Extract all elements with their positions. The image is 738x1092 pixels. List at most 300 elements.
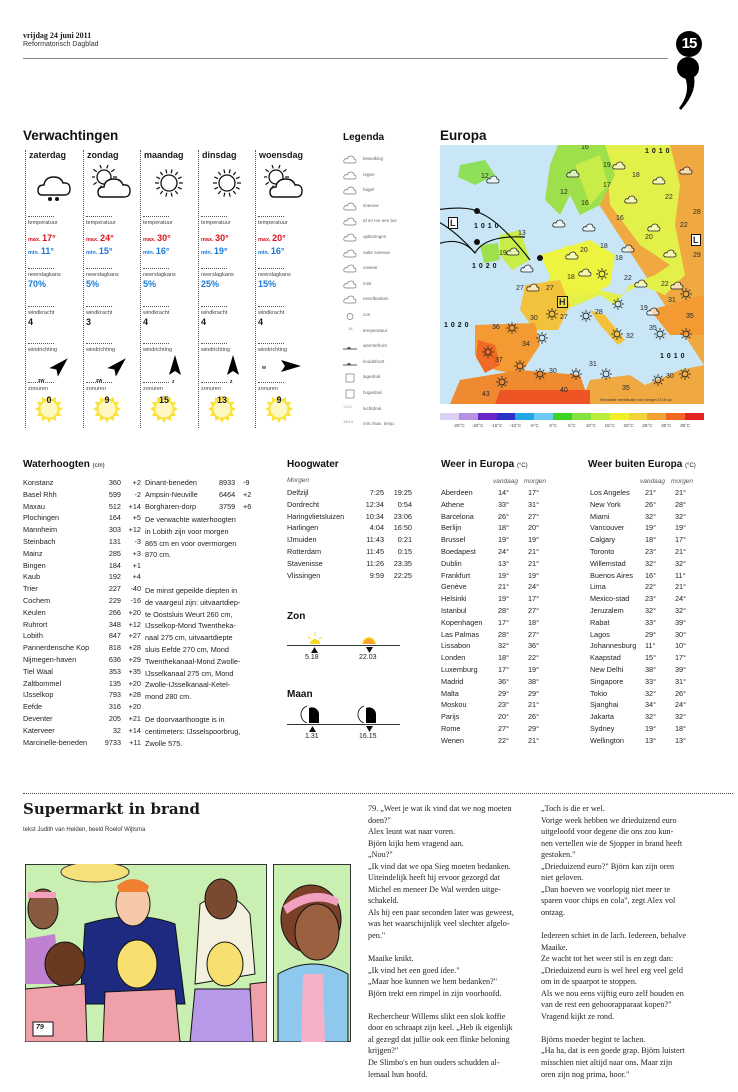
- city-name: Miami: [590, 511, 610, 521]
- temp-tomorrow: 29°: [528, 688, 540, 698]
- cloud-icon: [582, 219, 596, 237]
- tide-time-2: 0:54: [397, 499, 412, 509]
- level-change: +20: [128, 702, 141, 712]
- table-row: [441, 700, 551, 712]
- table-row: [441, 689, 551, 701]
- temp-tomorrow: 29°: [528, 723, 540, 733]
- table-row: [441, 677, 551, 689]
- temp-today: 28°: [498, 605, 510, 615]
- sun-icon: [149, 165, 189, 206]
- tide-time-2: 22:25: [393, 570, 412, 580]
- station-name: Marcinelle-beneden: [23, 737, 88, 747]
- table-row: [441, 653, 551, 665]
- wind_force-label: windkracht: [258, 310, 285, 316]
- min-temp: [86, 246, 112, 256]
- table-row: [23, 738, 141, 750]
- table-row: [441, 500, 551, 512]
- temp-label: temperatuur: [143, 220, 173, 226]
- tide-table: [287, 488, 412, 582]
- scale-label: -10°C: [509, 423, 522, 428]
- high-pressure-marker: H: [559, 297, 566, 307]
- table-row: [590, 500, 700, 512]
- level-change: +3: [132, 548, 141, 558]
- temp-today: 32°: [498, 641, 510, 651]
- station-name: Tiel Waal: [23, 666, 53, 676]
- table-row: [287, 500, 412, 512]
- legend-label: min./max. temp.: [363, 421, 396, 427]
- wind-direction-arrow-icon: [155, 353, 189, 379]
- europe-weather-unit: (°C): [516, 463, 528, 469]
- wind_force-label: windkracht: [28, 310, 55, 316]
- dotted-rule: [28, 343, 54, 344]
- sunset-time: 22.03: [359, 654, 377, 661]
- water-levels-unit: (cm): [92, 463, 105, 469]
- cloud-icon: [520, 260, 534, 278]
- table-row: [590, 724, 700, 736]
- temp-tomorrow: 17°: [675, 653, 687, 663]
- table-row: [590, 535, 700, 547]
- scale-segment: [666, 413, 685, 420]
- table-row: [441, 523, 551, 535]
- water-level: 316: [108, 702, 121, 712]
- temp-tomorrow: 24°: [675, 594, 687, 604]
- europe-weather-table: [441, 488, 551, 748]
- temp-tomorrow: 19°: [528, 664, 540, 674]
- station-name: Trier: [23, 584, 38, 594]
- map-temperature: 34: [522, 341, 530, 348]
- table-row: [590, 712, 700, 724]
- map-temperature: 18: [567, 274, 575, 281]
- station-name: Ruhrort: [23, 619, 48, 629]
- table-row: [441, 547, 551, 559]
- map-pressure-isobar-label: 1010: [660, 353, 688, 360]
- temp-today: 33°: [498, 499, 510, 509]
- city-name: Jeruzalem: [590, 605, 624, 615]
- scale-segment: [478, 413, 497, 420]
- max-label: max.: [86, 237, 99, 243]
- world-weather-unit: (°C): [685, 463, 696, 469]
- legend-label: natte sneeuw: [363, 249, 390, 255]
- col-today: vandaag: [640, 478, 665, 485]
- table-row: [590, 512, 700, 524]
- level-change: +29: [128, 654, 141, 664]
- map-temperature: 35: [622, 385, 630, 392]
- story-title: Supermarkt in brand: [23, 800, 201, 818]
- legend-label: onweer: [363, 265, 378, 271]
- table-row: [23, 596, 141, 608]
- map-temperature: 12: [560, 189, 568, 196]
- sun-icon: [652, 373, 664, 391]
- temp-today: 11°: [645, 641, 656, 651]
- table-row: [441, 594, 551, 606]
- forecast-day-column: [140, 150, 196, 428]
- table-row: [590, 689, 700, 701]
- min-label: min.: [143, 250, 155, 256]
- tide-time-1: 7:25: [369, 488, 384, 497]
- rain-label: neerslagkans: [143, 272, 176, 278]
- station-name: Mannheim: [23, 525, 58, 535]
- story-column-1: [368, 803, 514, 1092]
- temp-tomorrow: 10°: [675, 641, 687, 651]
- forecast-day-column: [25, 150, 81, 428]
- temp-tomorrow: 32°: [675, 558, 687, 568]
- scale-segment: [534, 413, 553, 420]
- cloud-icon: [679, 162, 693, 180]
- level-change: +12: [128, 619, 141, 629]
- map-temperature: 22: [680, 222, 688, 229]
- forecast-title: Verwachtingen: [23, 128, 119, 143]
- city-name: Johannesburg: [590, 641, 637, 651]
- sun-hours-value: 13: [216, 395, 227, 405]
- station-name: Ampsin-Neuville: [145, 489, 198, 499]
- rain-cloud-icon: [34, 165, 74, 206]
- city-name: Buenos Aires: [590, 570, 633, 580]
- temp-today: 32°: [645, 511, 657, 521]
- legend-label: hagel: [363, 187, 375, 193]
- wind_dir-label: windrichting: [28, 347, 58, 353]
- map-pressure-isobar-label: 1020: [444, 322, 472, 329]
- temp-label: temperatuur: [258, 220, 288, 226]
- table-row: [23, 620, 141, 632]
- table-row: [287, 571, 412, 583]
- water-note-depths: De minst gepeilde diepten in de vaargeul zijn: uitvaartdiep- te Oostsluis Weurt 260 cm, IJsselkop-Mond Twentheka- naal 275 cm, uitvaartdiepte sluis Eefde 270 cm, Mond Twenthekanaal-Mond Zwolle- IJsselkanaal 275 cm, Mond Zwolle-IJsselkanaal-Ketel- mond 280 cm.: [145, 586, 241, 702]
- table-row: [145, 478, 265, 490]
- min-value: 16°: [155, 246, 170, 256]
- max-label: max.: [258, 237, 271, 243]
- cloud-icon: [565, 247, 579, 265]
- day-name: dinsdag: [202, 150, 237, 160]
- dotted-rule: [258, 382, 284, 383]
- city-name: Mexico-stad: [590, 594, 630, 604]
- table-row: [590, 641, 700, 653]
- temp-label: temperatuur: [201, 220, 231, 226]
- legend-label: hogedruk: [363, 390, 382, 395]
- map-temperature: 19: [499, 250, 507, 257]
- dotted-rule: [201, 306, 227, 307]
- horizon-line: [287, 645, 400, 646]
- dotted-rule: [258, 343, 284, 344]
- city-name: Berlijn: [441, 523, 462, 533]
- city-name: Rabat: [590, 617, 610, 627]
- map-temperature: 43: [482, 391, 490, 398]
- legend-item: [343, 387, 433, 401]
- sunrise-arrow-icon: [311, 647, 318, 653]
- station-name: Steinbach: [23, 536, 56, 546]
- scale-segment: [515, 413, 534, 420]
- temp-tomorrow: 19°: [675, 523, 687, 533]
- legend-symbol-icon: 18: [348, 325, 353, 331]
- temp-tomorrow: 18°: [675, 723, 687, 733]
- level-change: -3: [134, 536, 141, 546]
- city-name: Madrid: [441, 676, 464, 686]
- temp-tomorrow: 21°: [528, 546, 540, 556]
- scale-segment: [629, 413, 648, 420]
- sunrise-icon: [308, 632, 322, 644]
- dotted-rule: [143, 216, 169, 217]
- scale-label: 0°C: [549, 423, 557, 428]
- moon-title: Maan: [287, 689, 313, 700]
- water-level: 6464: [219, 489, 236, 499]
- temp-today: 26°: [498, 511, 510, 521]
- sunset-icon: [362, 634, 376, 644]
- city-name: Frankfurt: [441, 570, 471, 580]
- tide-location: Haringvlietsluizen: [287, 511, 345, 521]
- scale-segment: [553, 413, 572, 420]
- legend-label: warmtefront: [363, 343, 387, 349]
- legend-label: regen: [363, 171, 375, 177]
- city-name: Helsinki: [441, 594, 467, 604]
- level-change: +21: [128, 713, 141, 723]
- scale-segment: [685, 413, 704, 420]
- wind_dir-label: windrichting: [201, 347, 231, 353]
- legend-item: [343, 340, 433, 354]
- temp-tomorrow: 24°: [675, 700, 687, 710]
- city-name: Athene: [441, 499, 465, 509]
- max-temp: [143, 233, 171, 243]
- map-temperature: 27: [560, 314, 568, 321]
- map-pressure-isobar-label: 1010: [645, 148, 673, 155]
- map-temperature: 16: [616, 215, 624, 222]
- max-temp: [28, 233, 56, 243]
- table-row: [23, 572, 141, 584]
- level-change: +35: [128, 666, 141, 676]
- temp-today: 21°: [645, 488, 657, 497]
- temp-today: 22°: [498, 735, 510, 745]
- temp-tomorrow: 27°: [528, 605, 540, 615]
- station-name: Eefde: [23, 702, 43, 712]
- scale-label: 10°C: [585, 423, 596, 428]
- legend-item: [343, 262, 433, 276]
- temp-today: 29°: [645, 629, 657, 639]
- temp-today: 18°: [498, 523, 510, 533]
- table-row: [23, 478, 141, 490]
- scale-segment: [459, 413, 478, 420]
- story-column-2: [541, 803, 686, 1092]
- tide-time-2: 23:06: [393, 511, 412, 521]
- map-pressure-isobar-label: 1020: [472, 263, 500, 270]
- temp-tomorrow: 26°: [675, 688, 687, 698]
- dotted-rule: [143, 343, 169, 344]
- moonset-icon: [357, 705, 379, 723]
- sun-hours-value: 15: [158, 395, 169, 405]
- level-change: -40: [130, 584, 141, 594]
- level-change: +27: [128, 631, 141, 641]
- min-value: 19°: [213, 246, 228, 256]
- station-name: Dinant-beneden: [145, 478, 197, 487]
- temp-today: 17°: [498, 664, 510, 674]
- rain-chance: 70%: [28, 279, 47, 289]
- scale-label: 5°C: [568, 423, 576, 428]
- temp-today: 19°: [645, 523, 657, 533]
- max-value: 20°: [272, 233, 286, 243]
- min-temp: [28, 246, 54, 256]
- comma-logo-icon: [673, 55, 705, 111]
- dotted-rule: [28, 216, 54, 217]
- map-pressure-isobar-label: 1010: [474, 223, 502, 230]
- scale-label: 35°C: [680, 423, 691, 428]
- level-change: +14: [128, 501, 141, 511]
- city-name: Barcelona: [441, 511, 474, 521]
- comic-panel-1: [25, 864, 267, 1042]
- map-temperature: 35: [649, 325, 657, 332]
- legend-item: [343, 215, 433, 229]
- temp-tomorrow: 13°: [675, 735, 687, 745]
- story-paragraph: 79. „Weet je wat ik vind dat we nog moeten doen?" Alex leunt wat naar voren. Björn kijkt hem vragend aan. „Nou?" „Ik vind dat we opa Sieg moeten bedanken. Uiteindelijk heeft hij ervoor gezorgd dat Michel en meneer De Wal werden uitge- schakeld. Als hij een paar seconden later was geweest, was het waarschijnlijk veel slechter afgelo- pen.": [368, 804, 514, 941]
- level-change: +2: [243, 489, 252, 499]
- table-row: [441, 606, 551, 618]
- min-value: 11°: [40, 246, 54, 256]
- temp-tomorrow: 39°: [675, 617, 687, 627]
- moonrise-icon: [300, 705, 322, 723]
- station-name: Nijmegen-haven: [23, 654, 77, 664]
- legend-symbol-icon: 19/14: [343, 419, 354, 425]
- dotted-rule: [258, 216, 284, 217]
- table-row: [441, 571, 551, 583]
- legend-item: [343, 325, 433, 339]
- table-row: [590, 559, 700, 571]
- temp-today: 36°: [498, 676, 510, 686]
- table-row: [590, 547, 700, 559]
- water-level: 512: [108, 501, 121, 511]
- wind-direction-label: z: [172, 379, 175, 385]
- level-change: +4: [132, 572, 141, 582]
- city-name: New Delhi: [590, 664, 624, 674]
- day-name: woensdag: [259, 150, 304, 160]
- tide-location: IJmuiden: [287, 535, 317, 545]
- temp-tomorrow: 21°: [528, 700, 540, 710]
- max-temp: [258, 233, 286, 243]
- temp-tomorrow: 24°: [528, 582, 540, 592]
- scale-segment: [610, 413, 629, 420]
- temp-today: 19°: [498, 594, 510, 604]
- water-level: 192: [108, 572, 121, 582]
- water-level: 847: [108, 631, 121, 641]
- city-name: Genève: [441, 582, 467, 592]
- cloud-icon: [634, 275, 648, 293]
- city-name: Lissabon: [441, 641, 471, 651]
- temp-today: 19°: [498, 570, 510, 580]
- map-temperature: 16: [581, 145, 589, 151]
- table-row: [590, 523, 700, 535]
- temp-tomorrow: 21°: [675, 546, 687, 556]
- europe-weather-map: [440, 145, 704, 404]
- water-levels-table: [23, 478, 141, 749]
- sun-title: Zon: [287, 611, 306, 622]
- cloud-icon: [612, 157, 626, 175]
- station-name: Basel Rhh: [23, 489, 57, 499]
- max-label: max.: [28, 237, 41, 243]
- table-row: [441, 535, 551, 547]
- table-row: [590, 571, 700, 583]
- temp-tomorrow: 31°: [528, 499, 540, 509]
- legend-label: sneeuw: [363, 202, 379, 208]
- table-row: [590, 582, 700, 594]
- dotted-rule: [86, 306, 112, 307]
- table-row: [23, 690, 141, 702]
- story-paragraph: Björns moeder begint te lachen. „Ha ha, dat is een goede grap. Björn luistert misschien niet altijd naar ons. Maar zijn oren zijn nog prima, hoor.": [541, 1034, 685, 1079]
- min-temp: [143, 246, 169, 256]
- tide-location: Dordrecht: [287, 499, 320, 509]
- legend-label: nevelbanken: [363, 296, 389, 302]
- table-row: [590, 700, 700, 712]
- wind-direction-label: w: [262, 365, 266, 371]
- story-byline: tekst Judith van Helden, beeld Roelof Wijtsma: [23, 827, 146, 833]
- section-divider: [23, 793, 733, 794]
- tide-time-1: 9:59: [369, 570, 384, 580]
- map-temperature: 19: [603, 162, 611, 169]
- station-name: Borgharen-dorp: [145, 501, 197, 511]
- city-name: Brussel: [441, 535, 466, 545]
- comic-episode-badge: 79: [36, 1024, 44, 1031]
- map-temperature: 27: [516, 285, 524, 292]
- water-level: 3759: [219, 501, 236, 511]
- scale-segment: [591, 413, 610, 420]
- city-name: Istanbul: [441, 605, 467, 615]
- sunset-arrow-icon: [366, 647, 373, 653]
- sun-hours-badge: [93, 395, 121, 423]
- sun-icon: [496, 375, 508, 393]
- table-row: [441, 712, 551, 724]
- temp-tomorrow: 17°: [675, 535, 687, 545]
- map-temperature: 28: [693, 209, 701, 216]
- table-row: [23, 631, 141, 643]
- legend-item: [343, 247, 433, 261]
- city-name: Parijs: [441, 712, 460, 722]
- wind-force: 4: [143, 317, 149, 327]
- map-temperature: 20: [580, 247, 588, 254]
- temp-tomorrow: 19°: [528, 570, 540, 580]
- tide-subtitle: Morgen: [287, 477, 310, 484]
- temp-tomorrow: 11°: [675, 570, 686, 580]
- dotted-rule: [258, 306, 284, 307]
- header-divider: [23, 58, 668, 59]
- tide-location: Rotterdam: [287, 546, 322, 556]
- scale-segment: [440, 413, 459, 420]
- wind_force-label: windkracht: [201, 310, 228, 316]
- scale-label: 30°C: [661, 423, 672, 428]
- map-temperature: 16: [581, 200, 589, 207]
- rain-label: neerslagkans: [86, 272, 119, 278]
- temp-tomorrow: 19°: [528, 535, 540, 545]
- legend-item: [343, 418, 433, 432]
- sun-icon: [514, 359, 526, 377]
- wind_force-label: windkracht: [143, 310, 170, 316]
- cloud-icon: [552, 215, 566, 233]
- tide-title: Hoogwater: [287, 459, 339, 470]
- cloud-icon: [506, 243, 520, 261]
- city-name: Lagos: [590, 629, 610, 639]
- map-temperature: 32: [626, 333, 634, 340]
- map-temperature: 17: [603, 182, 611, 189]
- station-name: Kaub: [23, 572, 41, 582]
- temp-tomorrow: 27°: [528, 629, 540, 639]
- table-row: [145, 490, 265, 502]
- water-note-lobith: De verwachte waterhoogten in Lobith zijn voor morgen 865 cm en voor overmorgen 870 cm.: [145, 515, 237, 560]
- table-row: [23, 537, 141, 549]
- city-name: Aberdeen: [441, 488, 473, 497]
- map-temperature: 22: [665, 194, 673, 201]
- dotted-rule: [28, 306, 54, 307]
- newspaper-name: Reformatorisch Dagblad: [23, 41, 99, 48]
- sun-icon: [612, 297, 624, 315]
- temp-tomorrow: 31°: [675, 676, 687, 686]
- map-temperature: 20: [645, 234, 653, 241]
- water-level: 229: [108, 595, 121, 605]
- wind-force: 3: [86, 317, 92, 327]
- europe-weather-heading: Weer in Europa: [441, 459, 515, 470]
- temperature-color-scale: [440, 413, 704, 420]
- sun-hours-badge: [208, 395, 236, 423]
